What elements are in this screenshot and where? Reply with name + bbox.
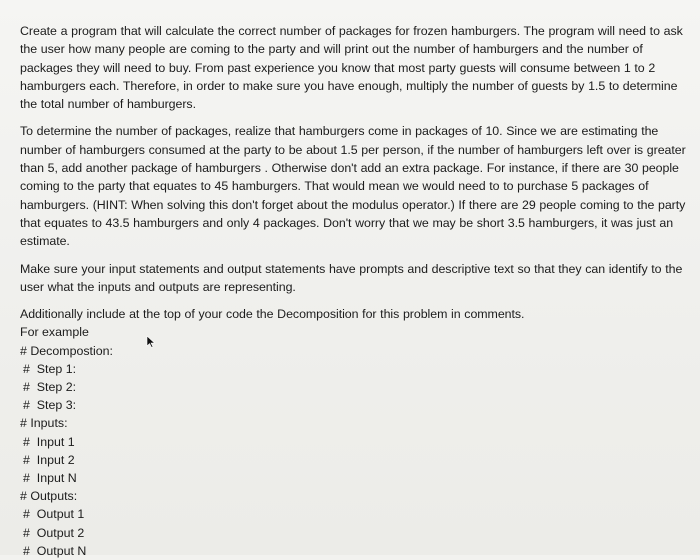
example-label: For example bbox=[20, 325, 89, 340]
paragraph-decomposition: Additionally include at the top of your code the Decomposition for this problem in comments. bbox=[20, 307, 525, 322]
example-line: # Output N bbox=[23, 543, 87, 558]
example-line: # Step 1: bbox=[23, 361, 77, 376]
example-line: # Input 1 bbox=[23, 434, 75, 449]
example-line: # Input N bbox=[23, 471, 77, 486]
mouse-pointer-icon bbox=[146, 336, 156, 348]
example-line: # Step 3: bbox=[23, 398, 77, 413]
example-line: # Output 1 bbox=[23, 507, 85, 522]
example-line: # Inputs: bbox=[20, 416, 68, 431]
example-block bbox=[20, 323, 690, 560]
paragraph-prompts: Make sure your input statements and output statements have prompts and descriptive text so that they can identify to the user what the inputs and outputs are representing. bbox=[20, 261, 683, 294]
example-line: # Input 2 bbox=[23, 452, 75, 467]
paragraph-packages: To determine the number of packages, realize that hamburgers come in packages of 10. Since we are estimating the number of hamburgers consumed at the party to be about 1.5 per person, if the number of hamburgers left over is greater than 5, add another package of hamburgers . Otherwise don't add an extra package. For instance, if there are 30 people coming to the party that equates to 45 hamburgers. That would mean we would need to to purchase 5 packages of hamburgers. (HINT: When solving this don't forget about the modulus operator.) If there are 29 people coming to the party that equates to 43.5 hamburgers and only 4 packages. Don't worry that we may be short 3.5 hamburgers, it was just an estimate. bbox=[20, 124, 686, 249]
example-line: # Decompostion: bbox=[20, 343, 113, 358]
paragraph-intro: Create a program that will calculate the correct number of packages for frozen hamburgers. The program will need to ask the user how many people are coming to the party and will print out the number of hamburgers and the number of packages they will need to buy. From past experience you know that most party guests will consume between 1 to 2 hamburgers each. Therefore, in order to make sure you have enough, multiply the number of guests by 1.5 to determine the total number of hamburgers. bbox=[20, 24, 683, 112]
example-line: # Outputs: bbox=[20, 489, 78, 504]
example-line: # Step 2: bbox=[23, 380, 77, 395]
example-line: # Output 2 bbox=[23, 525, 85, 540]
